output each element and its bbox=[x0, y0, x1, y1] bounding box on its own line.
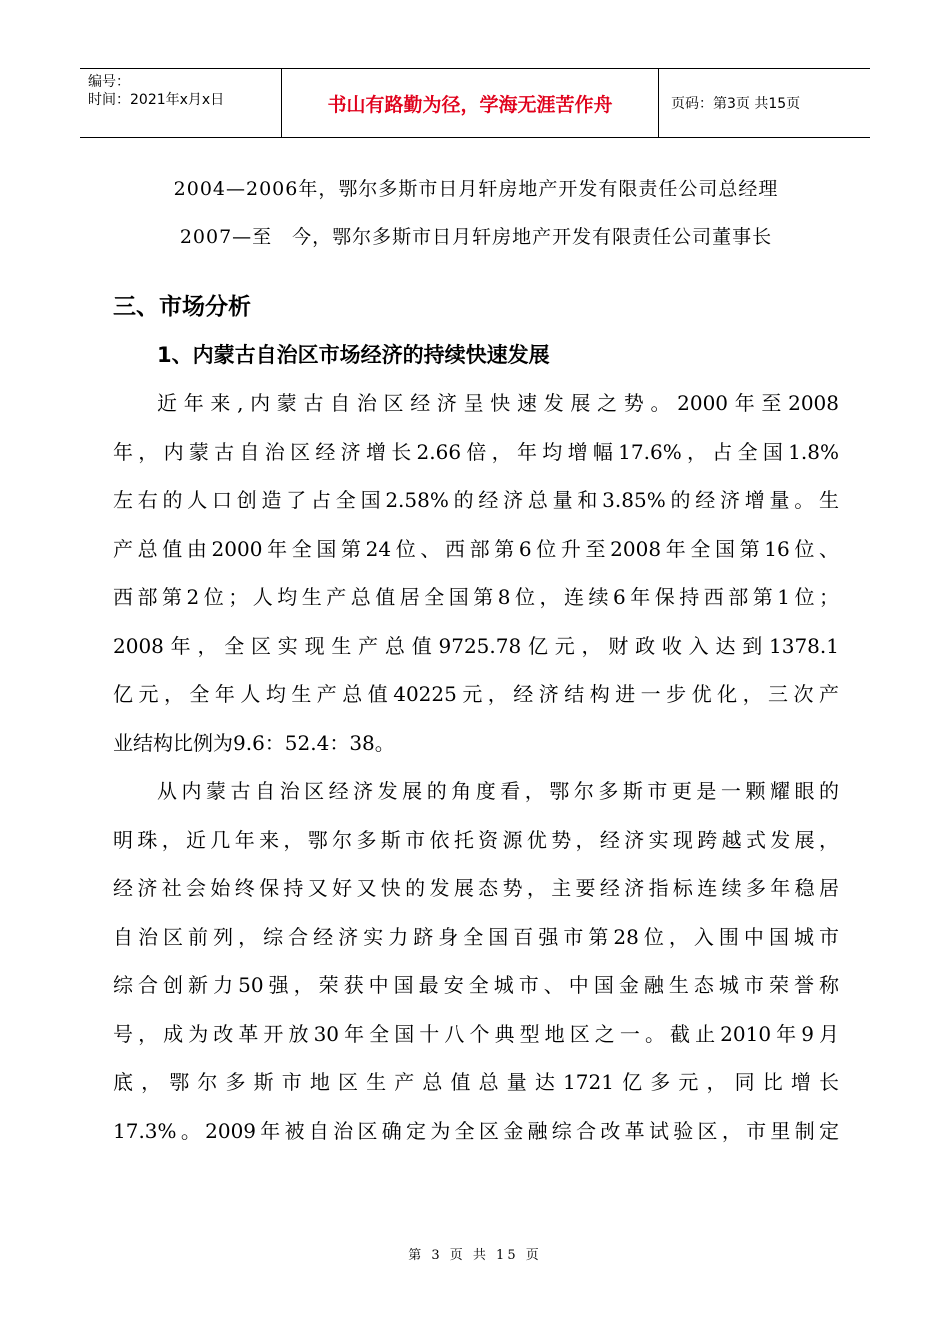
time-label: 时间：2021年x月x日 bbox=[88, 92, 225, 108]
resume-line: 2004—2006年，鄂尔多斯市日月轩房地产开发有限责任公司总经理 bbox=[173, 178, 779, 200]
paragraph-line: 亿元，全年人均生产总值40225元，经济结构进一步优化，三次产 bbox=[113, 682, 839, 706]
paragraph-line: 综合创新力50强，荣获中国最安全城市、中国金融生态城市荣誉称 bbox=[113, 973, 839, 997]
section-title: 三、市场分析 bbox=[113, 294, 251, 320]
header-meta bbox=[80, 69, 282, 137]
paragraph-line: 近年来,内蒙古自治区经济呈快速发展之势。2000年至2008 bbox=[157, 391, 839, 415]
paragraph-line: 从内蒙古自治区经济发展的角度看，鄂尔多斯市更是一颗耀眼的 bbox=[157, 779, 839, 803]
resume-line: 2007—至 今，鄂尔多斯市日月轩房地产开发有限责任公司董事长 bbox=[179, 226, 773, 248]
header-page-info: 页码：第3页 共15页 bbox=[671, 96, 801, 112]
number-label: 编号： bbox=[88, 74, 130, 90]
subsection-title: 1、内蒙古自治区市场经济的持续快速发展 bbox=[157, 343, 550, 367]
paragraph-1 bbox=[113, 379, 839, 767]
paragraph-line: 年，内蒙古自治区经济增长2.66倍，年均增幅17.6%，占全国1.8% bbox=[113, 439, 839, 464]
document-body bbox=[113, 165, 839, 1155]
header-motto: 书山有路勤为径，学海无涯苦作舟 bbox=[282, 69, 659, 137]
paragraph-line: 自治区前列，综合经济实力跻身全国百强市第28位，入围中国城市 bbox=[113, 924, 839, 949]
page-header bbox=[80, 68, 870, 138]
paragraph-line: 号，成为改革开放30年全国十八个典型地区之一。截止2010年9月 bbox=[113, 1021, 839, 1046]
paragraph-2 bbox=[113, 767, 839, 1155]
paragraph-line: 业结构比例为9.6：52.4：38。 bbox=[113, 730, 395, 755]
paragraph-line: 左右的人口创造了占全国2.58%的经济总量和3.85%的经济增量。生 bbox=[113, 488, 839, 512]
paragraph-line: 经济社会始终保持又好又快的发展态势，主要经济指标连续多年稳居 bbox=[113, 876, 839, 900]
paragraph-line: 底，鄂尔多斯市地区生产总值总量达1721亿多元，同比增长 bbox=[113, 1070, 839, 1094]
paragraph-line: 西部第2位；人均生产总值居全国第8位，连续6年保持西部第1位； bbox=[113, 585, 839, 609]
paragraph-line: 2008年，全区实现生产总值9725.78亿元，财政收入达到1378.1 bbox=[113, 633, 839, 658]
paragraph-line: 17.3%。2009年被自治区确定为全区金融综合改革试验区，市里制定 bbox=[113, 1118, 839, 1143]
page-footer: 第 3 页 共 15 页 bbox=[408, 1248, 542, 1263]
paragraph-line: 产总值由2000年全国第24位、西部第6位升至2008年全国第16位、 bbox=[113, 536, 839, 561]
paragraph-line: 明珠，近几年来，鄂尔多斯市依托资源优势，经济实现跨越式发展， bbox=[113, 827, 839, 852]
